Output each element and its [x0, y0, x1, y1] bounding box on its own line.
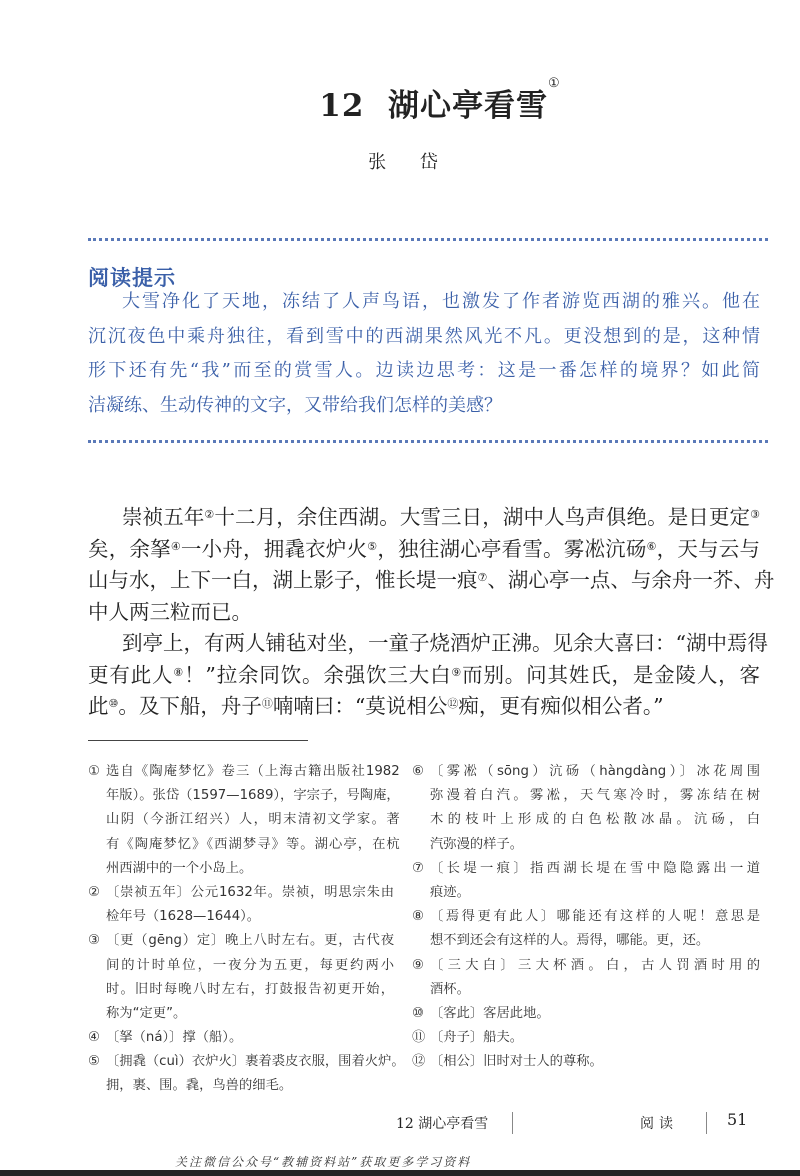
text-segment: 山与水，上下一白，湖上影子，惟长堤一痕: [88, 568, 478, 592]
reading-tip-line: 大雪净化了天地，冻结了人声鸟语，也激发了作者游览西湖的雅兴。他在: [122, 291, 760, 312]
footnote-marker: ③: [750, 508, 760, 521]
footnote-line: 年版）。张岱（1597—1689），字宗子，号陶庵，: [106, 788, 400, 804]
footnote-line: 〔崇祯五年〕公元1632年。崇祯，明思宗朱由: [106, 884, 394, 900]
footnote-marker: ⑪: [261, 697, 273, 710]
author: 张 岱: [368, 152, 452, 173]
text-line: [88, 628, 768, 660]
footnote-text: [430, 857, 760, 905]
text-line: [88, 502, 760, 534]
footnote: [88, 881, 394, 929]
text-segment: 、湖心亭一点、与余舟一芥、舟: [487, 568, 775, 592]
footnote-line: 〔焉得更有此人〕哪能还有这样的人呢！意思是: [430, 909, 760, 925]
footnote-marker: ④: [170, 539, 181, 553]
watermark: 关注微信公众号“教辅资料站”获取更多学习资料: [175, 1155, 472, 1169]
text-line: [88, 597, 760, 629]
lesson-number: 12: [319, 88, 365, 124]
footnote-marker: ⑧: [173, 665, 185, 679]
footnote-marker: ⑫: [447, 697, 459, 710]
reading-tip-heading: 阅读提示: [88, 265, 176, 290]
footnote-marker: ⑥: [646, 539, 657, 553]
footnote-marker: ⑤: [367, 539, 378, 553]
text-segment: 痴，更有痴似相公者。”: [458, 694, 664, 718]
footnote-line: 〔长堤一痕〕指西湖长堤在雪中隐隐露出一道: [430, 860, 760, 876]
footnote-line: 痕迹。: [430, 884, 470, 900]
text-line: [88, 691, 760, 723]
footnote-number: ④: [88, 1030, 100, 1046]
footnote-rule: [88, 740, 308, 741]
text-segment: 更有此人: [88, 662, 174, 687]
footer-section: 阅读: [640, 1116, 678, 1132]
footnote-line: 检年号（1628—1644）。: [106, 909, 261, 925]
footnote: [412, 1026, 760, 1050]
page-number: 51: [727, 1110, 748, 1129]
footnote-number: ⑤: [88, 1054, 100, 1070]
text-line: [88, 660, 760, 692]
footnote: [88, 929, 394, 1026]
footnote-line: 〔三大白〕三大杯酒。白，古人罚酒时用的: [430, 957, 760, 973]
text-segment: 中人两三粒而已。: [88, 599, 252, 624]
footnote-line: 时。旧时每晚八时左右，打鼓报告初更开始，: [106, 981, 394, 997]
footnote-line: 〔舟子〕船夫。: [430, 1030, 524, 1046]
dotted-divider-bottom: [88, 440, 768, 443]
footnote-line: 〔拏（ná）〕撑（船）。: [106, 1030, 243, 1046]
footnote-line: 汽弥漫的样子。: [430, 836, 524, 852]
text-segment: 十二月，余住西湖。大雪三日，湖中人鸟声俱绝。是日更定: [214, 505, 751, 529]
footnote-text: [106, 929, 394, 1026]
footnote-number: ⑧: [412, 909, 424, 925]
footnote-line: 〔客此〕客居此地。: [430, 1005, 550, 1021]
footnote-marker: ⑦: [477, 571, 488, 584]
text-segment: ，独往湖心亭看雪。雾凇沆砀: [377, 536, 647, 561]
footer-divider: [706, 1112, 707, 1134]
footnote: [412, 1002, 760, 1026]
footnote-line: 拥，裹、围。毳，鸟兽的细毛。: [106, 1078, 293, 1094]
footnote: [88, 1026, 394, 1050]
footnote-text: [430, 1026, 760, 1050]
footnote-number: ⑥: [412, 764, 424, 779]
text-line: [88, 565, 775, 597]
text-segment: 喃喃曰：“莫说相公: [272, 694, 448, 718]
footnote-line: 〔相公〕旧时对士人的尊称。: [430, 1054, 603, 1070]
text-segment: ！”拉余同饮。余强饮三大白: [184, 662, 452, 687]
main-text: [88, 502, 775, 723]
footnote-number: ①: [88, 764, 100, 779]
footnote-line: 州西湖中的一个小岛上。: [106, 860, 253, 876]
footnote: [412, 954, 760, 1002]
title-footnote-marker: ①: [548, 76, 561, 91]
page-bottom-edge: [0, 1170, 800, 1176]
footnote-number: ⑫: [412, 1054, 426, 1070]
footnote: [412, 760, 760, 857]
footnote-text: [430, 760, 760, 857]
footnote-text: [430, 905, 760, 953]
footnote: [88, 1050, 405, 1098]
footnote-marker: ⑩: [108, 697, 119, 710]
footnotes-right: [412, 760, 760, 1074]
text-segment: 一小舟，拥毳衣炉火: [180, 536, 368, 561]
text-segment: 。及下船，舟子: [118, 694, 262, 718]
footnote-line: 选自《陶庵梦忆》卷三（上海古籍出版社1982: [106, 764, 400, 779]
footer-divider: [512, 1112, 513, 1134]
footnote-text: [106, 760, 400, 881]
footnote-line: 有《陶庵梦忆》《西湖梦寻》等。湖心亭，在杭: [106, 836, 400, 852]
text-segment: 崇祯五年: [122, 505, 205, 529]
footnote-number: ⑩: [412, 1005, 424, 1021]
dotted-divider-top: [88, 238, 768, 241]
footnote-line: 想不到还会有这样的人。焉得，哪能。更，还。: [430, 933, 710, 949]
reading-tip-line: 形下还有先“我”而至的赏雪人。边读边思考：这是一番怎样的境界？如此简: [88, 360, 760, 381]
footnote: [412, 1050, 760, 1074]
footnote-line: 〔拥毳（cuì）衣炉火〕裹着裘皮衣服，围着火炉。: [106, 1054, 405, 1070]
text-line: [88, 534, 760, 566]
reading-tip-line: 洁凝练、生动传神的文字，又带给我们怎样的美感？: [88, 394, 502, 416]
footnote-text: [106, 881, 394, 929]
reading-tip-text: [88, 285, 760, 423]
footnote-number: ⑦: [412, 860, 424, 876]
footnote: [412, 905, 760, 953]
footnote-number: ⑪: [412, 1030, 426, 1046]
footnote-line: 〔更（gēng）定〕晚上八时左右。更，古代夜: [106, 933, 394, 949]
footnote-line: 称为“定更”。: [106, 1005, 187, 1021]
text-segment: 矣，余拏: [88, 536, 171, 561]
footnote-number: ②: [88, 884, 100, 900]
footnote: [412, 857, 760, 905]
footnote-line: 山阴（今浙江绍兴）人，明末清初文学家。著: [106, 812, 400, 828]
lesson-title-text: 湖心亭看雪: [388, 88, 549, 124]
footer-lesson-title: 12 湖心亭看雪: [396, 1116, 489, 1132]
footnote-line: 弥漫着白汽。雾凇，天气寒冷时，雾冻结在树: [430, 788, 760, 804]
footnote-text: [430, 1050, 760, 1074]
footnote-marker: ⑨: [451, 665, 463, 679]
footnote-number: ⑨: [412, 957, 424, 973]
footnote-text: [106, 1026, 394, 1050]
footnote-text: [430, 1002, 760, 1026]
footnote-line: 〔雾凇（sōng）沆砀（hàngdàng）〕冰花周围: [430, 764, 760, 779]
footnote-line: 间的计时单位，一夜分为五更，每更约两小: [106, 957, 394, 973]
footnote-number: ③: [88, 933, 100, 949]
footnote: [88, 760, 400, 881]
footnote-line: 酒杯。: [430, 981, 470, 997]
footnotes-left: [88, 760, 405, 1099]
footnote-text: [106, 1050, 405, 1098]
text-segment: ，天与云与: [656, 536, 761, 561]
text-segment: 而别。问其姓氏，是金陵人，客: [462, 662, 760, 687]
footnote-marker: ②: [204, 508, 215, 521]
text-segment: 到亭上，有两人铺毡对坐，一童子烧酒炉正沸。见余大喜曰：“湖中焉得: [122, 631, 768, 655]
footnote-line: 木的枝叶上形成的白色松散冰晶。沆砀，白: [430, 812, 760, 828]
text-segment: 此: [88, 694, 109, 718]
footnote-text: [430, 954, 760, 1002]
lesson-title: [0, 76, 800, 125]
reading-tip-line: 沉沉夜色中乘舟独往，看到雪中的西湖果然风光不凡。更没想到的是，这种情: [88, 325, 760, 347]
